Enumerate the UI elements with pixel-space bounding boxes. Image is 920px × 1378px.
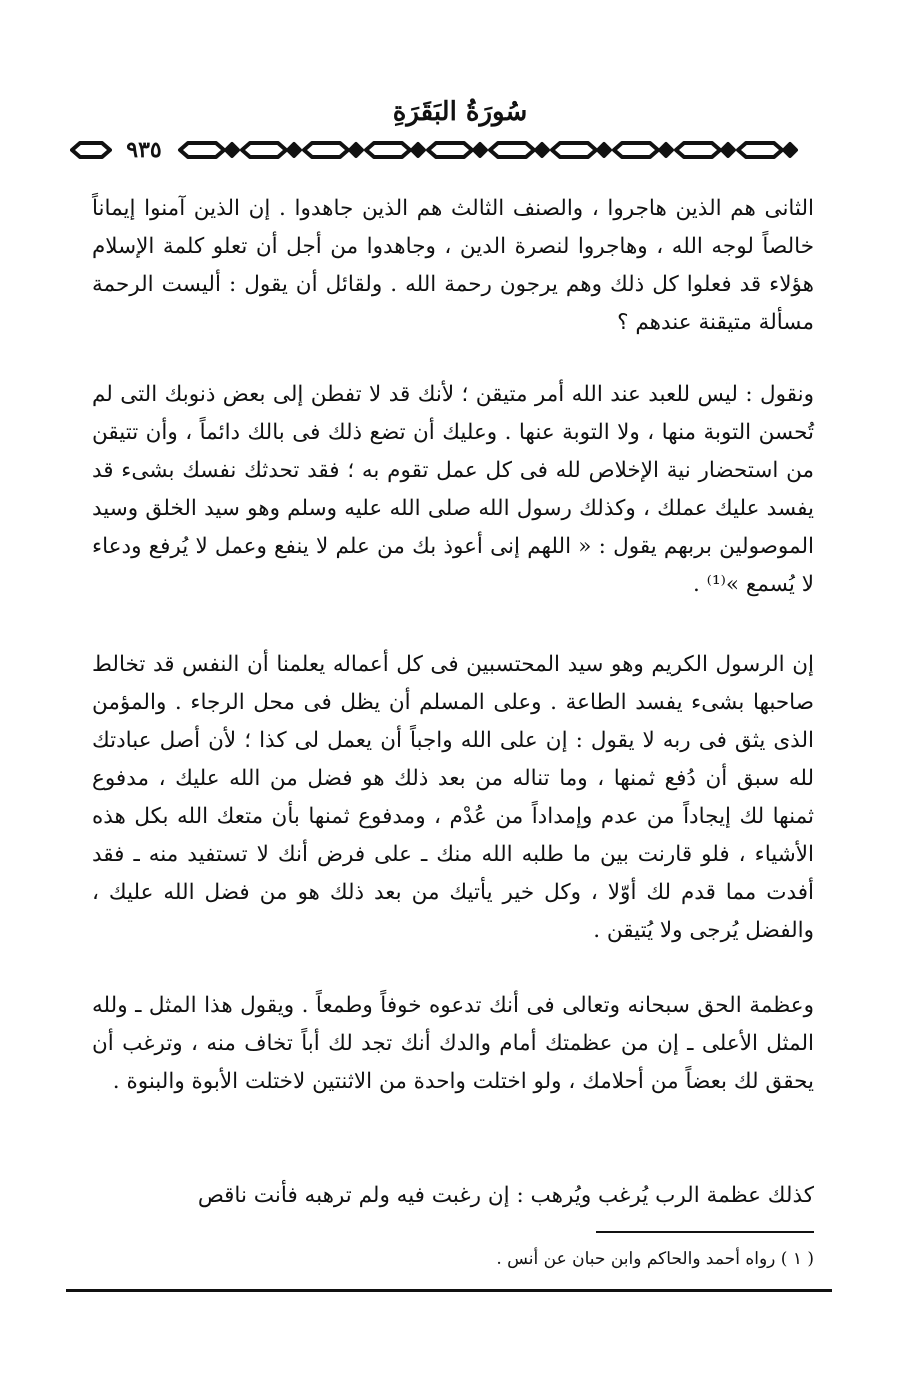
border-diamond (784, 144, 796, 156)
bottom-rule (66, 1289, 832, 1292)
border-diamond (412, 144, 424, 156)
border-link (180, 143, 224, 157)
border-diamond (598, 144, 610, 156)
paragraph-3: إن الرسول الكريم وهو سيد المحتسبين فى كل أعماله يعلمنا أن النفس قد تخالط صاحبها بشىء يفسد الطاعة . وعلى المسلم أن يظل فى محل الرجاء . والمؤمن الذى يثق فى ربه لا يقول : إن على الله واجباً أن يعمل لى كذا ؛ لأن أصل عبادتك لله سبق أن دُفع ثمنها ، وما تناله من بعد ذلك هو فضل من الله عليك ، مدفوع ثمنها لك إيجاداً من عدم وإمداداً من عُدْم ، ومدفوع ثمنها بأن متعك الله بكل هذه الأشياء ، فلو قارنت بين ما طلبه الله منك ـ على فرض أنك لا تستفيد منه ـ فقد أفدت مما قدم لك أوّلا ، وكل خير يأتيك من بعد ذلك هو من فضل الله عليك ، والفضل يُرجى ولا يُتيقن . (92, 652, 815, 943)
border-link (552, 143, 596, 157)
border-link (242, 143, 286, 157)
border-link (304, 143, 348, 157)
border-link (366, 143, 410, 157)
border-link (72, 143, 110, 157)
border-diamond (474, 144, 486, 156)
border-link (614, 143, 658, 157)
border-diamond (350, 144, 362, 156)
decorative-border-band (70, 132, 842, 168)
paragraph-5: كذلك عظمة الرب يُرغب ويُرهب : إن رغبت فيه ولم ترهبه فأنت ناقص (197, 1183, 814, 1208)
border-diamond (226, 144, 238, 156)
paragraph-1: الثانى هم الذين هاجروا ، والصنف الثالث هم الذين جاهدوا . إن الذين آمنوا إيماناً خالصاً لوجه الله ، وهاجروا لنصرة الدين ، وجاهدوا من أجل أن تعلو كلمة الإسلام هؤلاء قد فعلوا كل ذلك وهم يرجون رحمة الله . ولقائل أن يقول : أليست الرحمة مسألة متيقنة عندهم ؟ (92, 196, 814, 335)
footnote: ( ١ ) رواه أحمد والحاكم وابن حبان عن أنس . (496, 1249, 814, 1269)
border-diamond (536, 144, 548, 156)
border-diamond (722, 144, 734, 156)
border-link (738, 143, 782, 157)
surah-title: سُورَةُ البَقَرَةِ (392, 97, 528, 127)
paragraph-2: ونقول : ليس للعبد عند الله أمر متيقن ؛ لأنك قد لا تفطن إلى بعض ذنوبك التى لم تُحسن التوبة منها ، ولا التوبة عنها . وعليك أن تضع ذلك فى بالك دائماً ، وأن تتيقن من استحضار نية الإخلاص لله فى كل عمل تقوم به ؛ فقد تحدثك نفسك بشىء قد يفسد عليك عملك ، وكذلك رسول الله صلى الله عليه وسلم وهو سيد الخلق وسيد الموصولين بربهم يقول : « اللهم إنى أعوذ بك من علم لا ينفع وعمل لا يُرفع ودعاء لا يُسمع »⁽¹⁾ . (92, 382, 814, 597)
paragraph-4: وعظمة الحق سبحانه وتعالى فى أنك تدعوه خوفاً وطمعاً . ويقول هذا المثل ـ ولله المثل الأعلى ـ إن من عظمتك أمام والدك أنك تجد لك أباً تخاف منه ، وترغب أن يحقق لك بعضاً من أحلامك ، ولو اختلت واحدة من الاثنتين لاختلت الأبوة والبنوة . (92, 993, 814, 1094)
border-diamond (288, 144, 300, 156)
border-link (676, 143, 720, 157)
footnote-divider (596, 1231, 814, 1233)
border-link (490, 143, 534, 157)
border-link (428, 143, 472, 157)
border-diamond (660, 144, 672, 156)
page-number: ٩٣٥ (112, 132, 176, 168)
